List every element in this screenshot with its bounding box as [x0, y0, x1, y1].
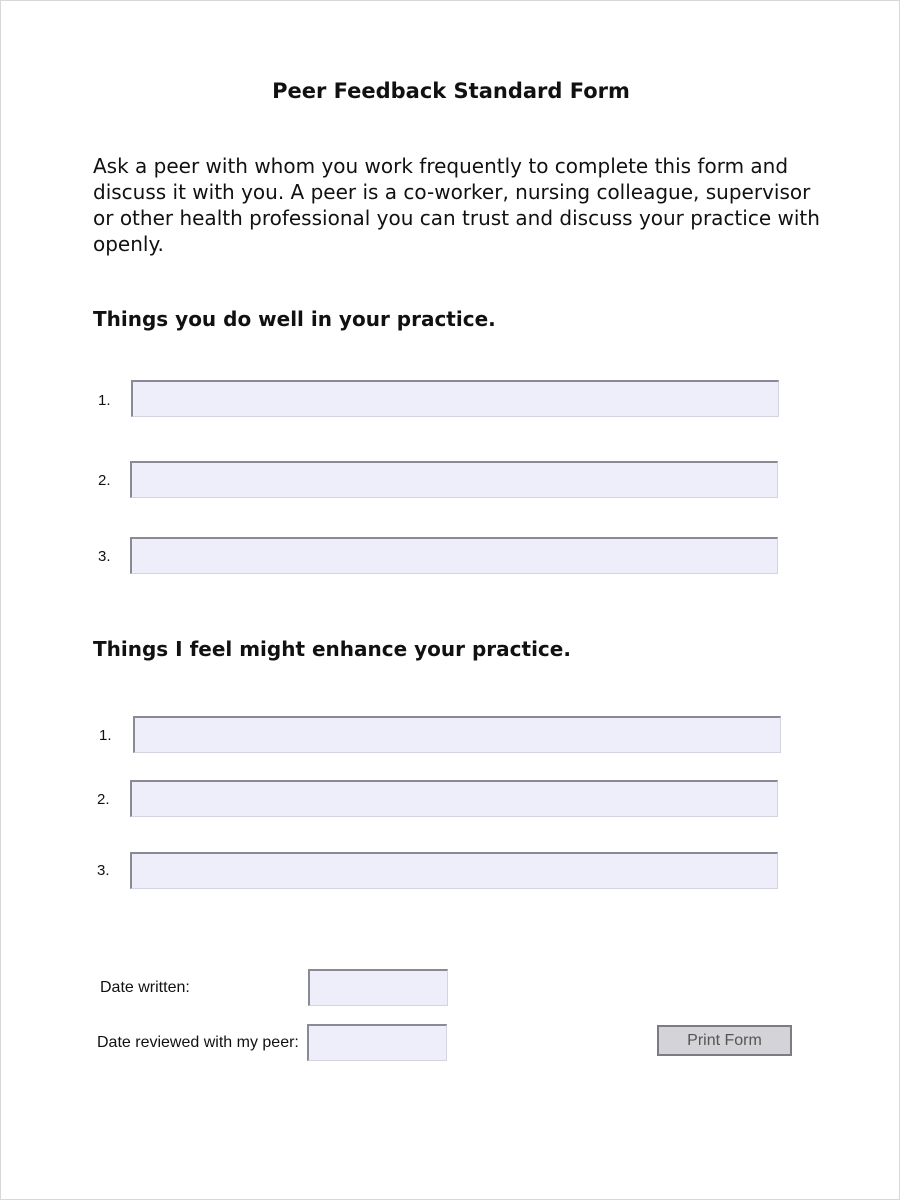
enhance-field-1[interactable] — [133, 716, 781, 753]
date-written-field[interactable] — [308, 969, 448, 1006]
item-number: 1. — [99, 727, 112, 744]
enhance-field-2[interactable] — [130, 780, 778, 817]
enhance-field-3[interactable] — [130, 852, 778, 889]
print-form-button[interactable]: Print Form — [657, 1025, 792, 1056]
item-number: 1. — [98, 392, 111, 409]
date-reviewed-field[interactable] — [307, 1024, 447, 1061]
do-well-field-2[interactable] — [130, 461, 778, 498]
item-number: 3. — [98, 548, 111, 565]
item-number: 2. — [97, 791, 110, 808]
item-number: 2. — [98, 472, 111, 489]
date-written-label: Date written: — [100, 979, 190, 996]
date-reviewed-label: Date reviewed with my peer: — [97, 1034, 299, 1051]
section-heading-enhance: Things I feel might enhance your practice. — [93, 637, 571, 661]
do-well-field-1[interactable] — [131, 380, 779, 417]
page-title: Peer Feedback Standard Form — [272, 79, 630, 103]
do-well-field-3[interactable] — [130, 537, 778, 574]
intro-paragraph: Ask a peer with whom you work frequently to complete this form and discuss it with you. A peer is a co-worker, nursing colleague, supervisor or other health professional you can trust and discuss your practice with openly. — [93, 154, 820, 256]
item-number: 3. — [97, 862, 110, 879]
section-heading-do-well: Things you do well in your practice. — [93, 307, 496, 331]
